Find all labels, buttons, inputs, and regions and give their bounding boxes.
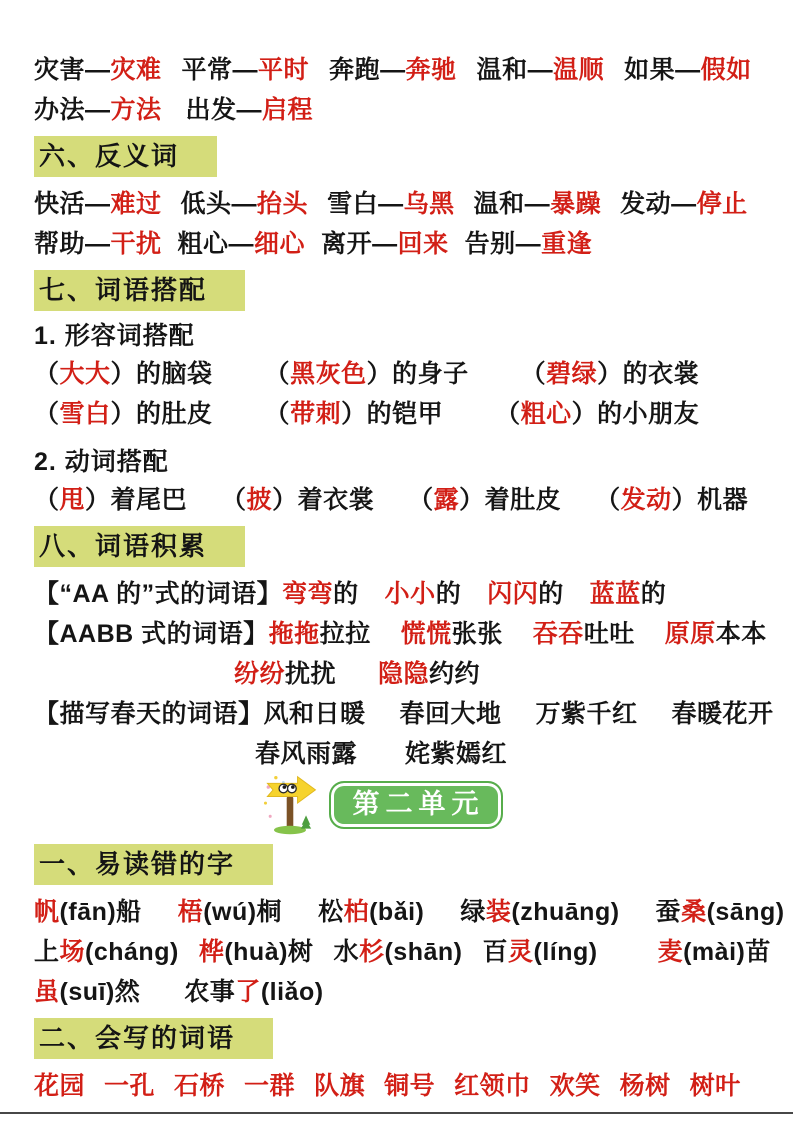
word-row: [34, 930, 771, 970]
body-text: 春风雨露: [255, 740, 358, 768]
body-text: 的: [333, 580, 359, 608]
highlight-red-text: 奔驰: [405, 56, 457, 84]
body-text: ）着衣裳: [272, 486, 375, 514]
body-text: (fān)船: [59, 898, 142, 926]
word-item: [244, 1066, 295, 1102]
sub-heading: 2. 动词搭配: [34, 448, 169, 476]
unit-divider: [16, 774, 747, 836]
body-text: 【AABB 式的词语】: [34, 620, 269, 648]
body-text: 帮助—: [34, 230, 111, 258]
highlight-red-text: 碧绿: [546, 360, 598, 388]
highlight-red-text: 闪闪: [487, 580, 539, 608]
highlight-red-text: 粗心: [520, 400, 572, 428]
body-text: （: [408, 486, 434, 514]
body-text: 水: [333, 938, 359, 966]
highlight-red-text: 发动: [620, 486, 672, 514]
highlight-red-text: 石桥: [174, 1072, 226, 1100]
word-item: [265, 394, 444, 430]
word-item: [321, 224, 449, 260]
word-item: [658, 932, 771, 968]
content-flow: [34, 48, 785, 1104]
highlight-red-text: 小小: [384, 580, 436, 608]
highlight-red-text: 灾难: [110, 56, 162, 84]
body-text: 温和—: [473, 190, 551, 218]
highlight-red-text: 欢笑: [549, 1072, 601, 1100]
word-row: [34, 48, 765, 88]
word-item: [533, 614, 635, 650]
body-text: 张张: [451, 620, 503, 648]
word-item: [401, 614, 503, 650]
body-text: ）着肚皮: [459, 486, 562, 514]
word-item: [34, 90, 162, 126]
highlight-red-text: 黑灰色: [290, 360, 367, 388]
word-item: [487, 574, 564, 610]
body-text: ）机器: [671, 486, 749, 514]
body-text: （: [34, 360, 60, 388]
word-item: [474, 184, 602, 220]
body-text: ）的衣裳: [597, 360, 700, 388]
highlight-red-text: 启程: [262, 96, 314, 124]
body-text: 【“AA 的”式的词语】: [34, 580, 283, 608]
highlight-red-text: 杨树: [619, 1072, 671, 1100]
highlight-red-text: 平时: [258, 56, 310, 84]
word-item: [378, 654, 480, 690]
word-item: [34, 574, 359, 610]
body-text: 绿: [460, 898, 486, 926]
word-item: [536, 694, 638, 730]
highlight-red-text: 梧: [177, 898, 204, 926]
body-text: ）的小朋友: [571, 400, 700, 428]
word-item: [521, 354, 700, 390]
body-text: 灾害—: [34, 56, 111, 84]
word-item: [34, 50, 162, 86]
highlight-red-text: 带刺: [290, 400, 342, 428]
word-item: [221, 480, 374, 516]
highlight-red-text: 停止: [696, 190, 748, 218]
highlight-red-text: 帆: [34, 898, 60, 926]
highlight-red-text: 甩: [59, 486, 86, 514]
body-text: 奔跑—: [329, 56, 406, 84]
highlight-red-text: 队旗: [314, 1072, 366, 1100]
body-text: （: [495, 400, 521, 428]
body-text: 告别—: [464, 230, 542, 258]
body-text: 快活—: [34, 190, 111, 218]
section-header: [34, 844, 765, 884]
word-item: [178, 892, 282, 928]
highlight-red-text: 拖拖: [268, 620, 320, 648]
body-text: （: [264, 400, 291, 428]
word-row: [34, 732, 765, 772]
word-item: [34, 972, 140, 1008]
word-item: [34, 184, 162, 220]
word-row: [34, 692, 774, 732]
body-text: ）着尾巴: [85, 486, 188, 514]
body-text: （: [34, 400, 60, 428]
body-text: (liǎo): [260, 978, 324, 1006]
signpost-icon: [261, 772, 319, 838]
highlight-red-text: 桦: [198, 938, 225, 966]
section-header: [34, 1018, 765, 1058]
body-text: ）的脑袋: [110, 360, 213, 388]
word-item: [34, 932, 179, 968]
word-item: [482, 932, 597, 968]
highlight-red-text: 红领巾: [454, 1072, 531, 1100]
word-item: [314, 1066, 365, 1102]
body-text: 温和—: [476, 56, 554, 84]
highlight-red-text: 暴躁: [550, 190, 602, 218]
body-text: 农事: [184, 978, 236, 1006]
word-row: [34, 222, 765, 262]
word-row: [34, 970, 765, 1010]
highlight-red-text: 树叶: [689, 1072, 741, 1100]
body-text: 的: [640, 580, 667, 608]
body-text: 办法—: [34, 96, 111, 124]
body-text: 如果—: [624, 56, 701, 84]
word-item: [460, 892, 619, 928]
highlight-red-text: 纷纷: [234, 660, 286, 688]
section-header-label: 二、会写的词语: [34, 1018, 273, 1059]
section-header: [34, 270, 765, 310]
body-text: (suī)然: [59, 978, 141, 1006]
word-item: [34, 354, 213, 390]
word-item: [34, 694, 366, 730]
body-text: (huà)树: [224, 938, 314, 966]
highlight-red-text: 乌黑: [403, 190, 455, 218]
word-item: [454, 1066, 531, 1102]
highlight-red-text: 场: [59, 938, 86, 966]
highlight-red-text: 花园: [34, 1072, 86, 1100]
body-text: 低头—: [180, 190, 258, 218]
highlight-red-text: 干扰: [110, 230, 162, 258]
word-item: [34, 394, 213, 430]
highlight-red-text: 大大: [59, 360, 111, 388]
word-item: [34, 892, 142, 928]
word-row: [34, 478, 765, 518]
word-item: [181, 184, 309, 220]
section-header: [34, 136, 765, 176]
body-text: （: [264, 360, 291, 388]
body-text: 出发—: [185, 96, 263, 124]
body-text: (mài)苗: [683, 938, 771, 966]
word-item: [477, 50, 605, 86]
word-item: [34, 224, 162, 260]
body-text: （: [34, 486, 60, 514]
body-text: (sāng): [706, 898, 785, 926]
body-text: 吐吐: [583, 620, 635, 648]
word-item: [234, 654, 336, 690]
body-text: （: [520, 360, 547, 388]
word-item: [329, 50, 457, 86]
word-item: [34, 614, 371, 650]
word-item: [495, 394, 699, 430]
word-item: [384, 1066, 435, 1102]
body-text: 发动—: [620, 190, 697, 218]
word-row: [34, 88, 765, 128]
unit-title-badge: 第二单元: [329, 781, 503, 829]
word-row: [34, 652, 765, 692]
body-text: 【描写春天的词语】风和日暖: [34, 700, 366, 728]
highlight-red-text: 桑: [681, 898, 707, 926]
body-text: 春回大地: [399, 700, 502, 728]
section-header-label: 七、词语搭配: [34, 270, 245, 311]
word-item: [665, 614, 767, 650]
highlight-red-text: 原原: [664, 620, 716, 648]
highlight-red-text: 雪白: [59, 400, 111, 428]
word-item: [255, 734, 357, 770]
sub-heading: 1. 形容词搭配: [34, 322, 195, 350]
highlight-red-text: 披: [246, 486, 273, 514]
word-item: [265, 354, 469, 390]
section-header-label: 一、易读错的字: [34, 844, 273, 885]
body-text: 的: [435, 580, 462, 608]
word-row: [34, 182, 765, 222]
word-item: [595, 480, 748, 516]
word-item: [327, 184, 455, 220]
word-item: [656, 892, 785, 928]
word-item: [174, 1066, 225, 1102]
word-row: [34, 1064, 765, 1104]
body-text: （: [221, 486, 247, 514]
highlight-red-text: 回来: [397, 230, 449, 258]
word-item: [590, 574, 667, 610]
word-item: [199, 932, 314, 968]
body-text: 本本: [715, 620, 767, 648]
word-item: [385, 574, 462, 610]
word-item: [333, 932, 462, 968]
word-item: [620, 1066, 671, 1102]
highlight-red-text: 重逢: [541, 230, 593, 258]
word-item: [186, 90, 314, 126]
body-text: (cháng): [85, 938, 179, 966]
body-text: 雪白—: [327, 190, 404, 218]
word-row: [34, 352, 765, 392]
word-item: [672, 694, 774, 730]
word-item: [318, 892, 424, 928]
body-text: 粗心—: [177, 230, 255, 258]
section-header-label: 六、反义词: [34, 136, 217, 177]
word-item: [400, 694, 502, 730]
body-text: (bǎi): [369, 898, 425, 926]
highlight-red-text: 蓝蓝: [589, 580, 641, 608]
body-text: 蚕: [655, 898, 682, 926]
word-item: [178, 224, 306, 260]
word-row: [34, 392, 765, 432]
highlight-red-text: 柏: [343, 898, 370, 926]
body-text: 扰扰: [285, 660, 337, 688]
body-text: ）的铠甲: [341, 400, 444, 428]
highlight-red-text: 了: [235, 978, 261, 1006]
highlight-red-text: 麦: [657, 938, 684, 966]
highlight-red-text: 一群: [244, 1072, 296, 1100]
word-item: [624, 50, 752, 86]
highlight-red-text: 弯弯: [282, 580, 334, 608]
body-text: 约约: [429, 660, 481, 688]
highlight-red-text: 假如: [700, 56, 752, 84]
body-text: 上: [34, 938, 60, 966]
highlight-red-text: 隐隐: [378, 660, 430, 688]
body-text: 姹紫嫣红: [405, 740, 508, 768]
section-header-label: 八、词语积累: [34, 526, 245, 567]
highlight-red-text: 杉: [358, 938, 385, 966]
highlight-red-text: 细心: [254, 230, 306, 258]
body-text: (shān): [384, 938, 463, 966]
body-text: 平常—: [181, 56, 259, 84]
body-text: (zhuāng): [511, 898, 620, 926]
word-item: [465, 224, 593, 260]
highlight-red-text: 一孔: [104, 1072, 156, 1100]
highlight-red-text: 虽: [34, 978, 60, 1006]
body-text: ）的肚皮: [110, 400, 213, 428]
body-text: 拉拉: [319, 620, 371, 648]
body-text: (líng): [533, 938, 598, 966]
body-text: 松: [318, 898, 344, 926]
body-text: 春暖花开: [671, 700, 774, 728]
highlight-red-text: 灵: [507, 938, 534, 966]
highlight-red-text: 露: [433, 486, 460, 514]
highlight-red-text: 难过: [110, 190, 162, 218]
word-item: [104, 1066, 155, 1102]
body-text: 万紫千红: [535, 700, 638, 728]
body-text: ）的身子: [366, 360, 469, 388]
word-row: [34, 612, 765, 652]
highlight-red-text: 慌慌: [400, 620, 452, 648]
highlight-red-text: 方法: [110, 96, 162, 124]
word-item: [550, 1066, 601, 1102]
body-text: （: [595, 486, 621, 514]
word-item: [405, 734, 507, 770]
word-item: [34, 1066, 85, 1102]
word-item: [620, 184, 748, 220]
highlight-red-text: 吞吞: [532, 620, 584, 648]
body-text: 百: [482, 938, 508, 966]
highlight-red-text: 装: [485, 898, 512, 926]
highlight-red-text: 抬头: [257, 190, 309, 218]
body-text: 离开—: [321, 230, 398, 258]
highlight-red-text: 温顺: [553, 56, 605, 84]
highlight-red-text: 铜号: [384, 1072, 436, 1100]
word-item: [690, 1066, 741, 1102]
word-row: [34, 890, 785, 930]
page-bottom-rule: [0, 1112, 793, 1114]
body-text: 的: [538, 580, 564, 608]
section-header: [34, 526, 765, 566]
word-item: [408, 480, 561, 516]
word-item: [34, 480, 187, 516]
word-row: [34, 572, 765, 612]
word-item: [184, 972, 323, 1008]
body-text: (wú)桐: [203, 898, 283, 926]
word-item: [182, 50, 310, 86]
